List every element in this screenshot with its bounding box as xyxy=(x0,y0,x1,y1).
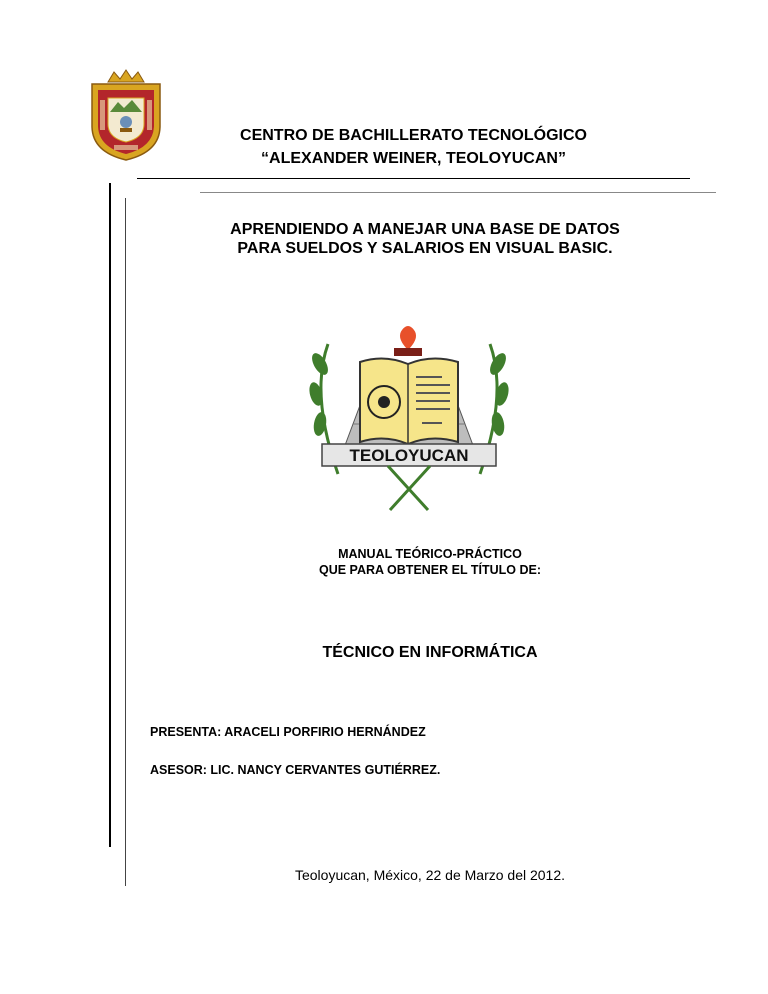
left-border-line xyxy=(109,183,111,847)
institution-name xyxy=(137,124,690,170)
manual-description xyxy=(200,546,660,578)
degree-title: TÉCNICO EN INFORMÁTICA xyxy=(322,644,538,661)
document-title xyxy=(160,220,690,258)
left-border-line-inner xyxy=(125,198,126,886)
title-line-1: APRENDIENDO A MANEJAR UNA BASE DE DATOS xyxy=(230,221,620,238)
institution-line-2: “ALEXANDER WEINER, TEOLOYUCAN” xyxy=(261,150,566,167)
presenter-line: PRESENTA: ARACELI PORFIRIO HERNÁNDEZ xyxy=(150,725,426,739)
advisor-line: ASESOR: LIC. NANCY CERVANTES GUTIÉRREZ. xyxy=(150,763,441,777)
title-line-2: PARA SUELDOS Y SALARIOS EN VISUAL BASIC. xyxy=(237,240,613,257)
place-date: Teoloyucan, México, 22 de Marzo del 2012. xyxy=(294,867,566,883)
emblem-banner-text: TEOLOYUCAN xyxy=(349,446,469,465)
manual-line-2: QUE PARA OBTENER EL TÍTULO DE: xyxy=(319,563,541,577)
header-divider xyxy=(137,178,690,179)
institution-line-1: CENTRO DE BACHILLERATO TECNOLÓGICO xyxy=(240,127,587,144)
header-subdivider xyxy=(200,192,716,193)
open-book-emblem-icon xyxy=(298,324,520,512)
manual-line-1: MANUAL TEÓRICO-PRÁCTICO xyxy=(338,547,522,561)
